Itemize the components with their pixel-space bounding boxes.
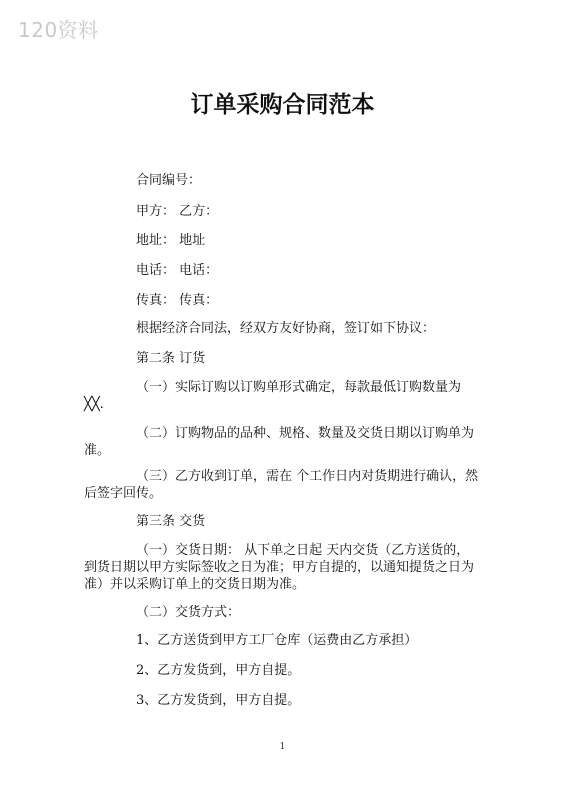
page-number: 1	[279, 742, 286, 752]
article-2-clause-1: （一）实际订购以订购单形式确定，每款最低订购数量为╳╳.	[84, 380, 462, 412]
article-3-clause-2: （二）交货方式：	[136, 605, 241, 620]
page-title: 订单采购合同范本	[190, 92, 375, 118]
article-2-clause-3: （三）乙方收到订单，需在 个工作日内对货期进行确认，然后签字回传。	[84, 469, 479, 501]
intro-text: 根据经济合同法，经双方友好协商，签订如下协议：	[136, 321, 436, 336]
article-2-heading: 第二条 订货	[136, 351, 206, 366]
article-2-clause-2: （二）订购物品的品种、规格、数量及交货日期以订购单为准。	[84, 426, 475, 458]
delivery-option-2: 2、乙方发货到，甲方自提。	[136, 663, 301, 678]
contract-number-field: 合同编号：	[136, 173, 202, 188]
delivery-option-1: 1、乙方送货到甲方工厂仓库（运费由乙方承担）	[136, 633, 418, 648]
party-field: 甲方： 乙方：	[136, 204, 219, 219]
address-field: 地址： 地址	[136, 233, 206, 248]
watermark: 120资料	[18, 18, 99, 42]
fax-field: 传真： 传真：	[136, 293, 219, 308]
article-3-heading: 第三条 交货	[136, 514, 206, 529]
delivery-option-3: 3、乙方发货到，甲方自提。	[136, 693, 301, 708]
article-3-clause-1: （一）交货日期： 从下单之日起 天内交货（乙方送货的，到货日期以甲方实际签收之日为准；甲方自提的，以通知提货之日为准）并以采购订单上的交货日期为准。	[84, 543, 475, 592]
phone-field: 电话： 电话：	[136, 263, 219, 278]
